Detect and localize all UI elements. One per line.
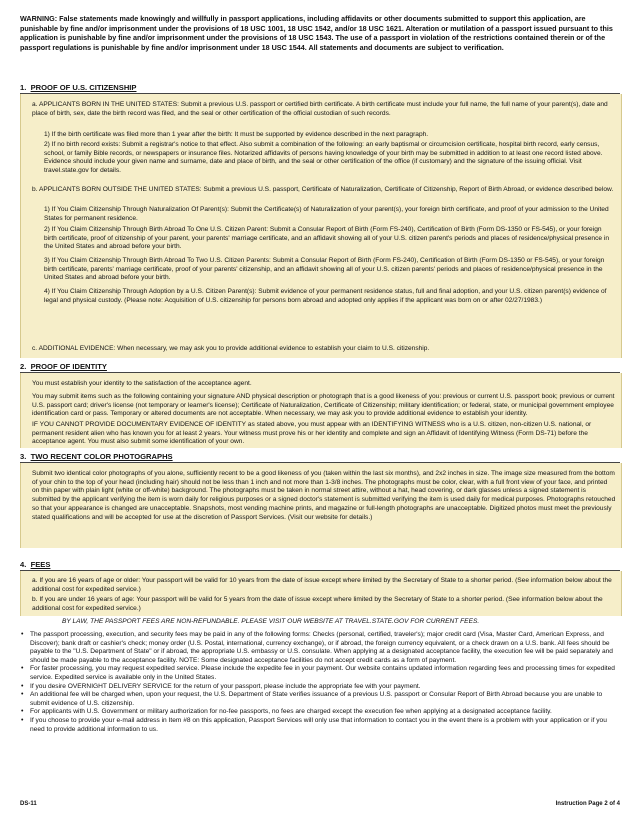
s1-item-a1: 1) If the birth certificate was filed more than 1 year after the birth: It must be supported by evidence described in the next paragraph. <box>44 131 429 138</box>
warning-text: WARNING: False statements made knowingly and willfully in passport applications, including affidavits or other documents submitted to support this application, are punishable by fine and/or imprisonment under the provisions of 18 USC 1001, 18 USC 1542, and/or 18 USC 1621. Alteration or mutilation of a passport issued pursuant to this application is punishable by fine and/or imprisonment under the provisions of 18 USC 1543. The use of a passport in violation of the restrictions contained therein or of the passport regulations is punishable by fine and/or imprisonment under 18 USC 1544. All statements and documents are subject to verification. <box>20 14 613 52</box>
s1-item-a2: 2) If no birth record exists: Submit a registrar's notice to that effect. Also submit a combination of the following: an early baptismal or circumcision certificate, hospital birth record, early census, school, or family Bible records, or newspapers or insurance files. Notarized affidavits of persons having knowledge of your birth may be submitted in addition to at least one record listed above. Evidence should include your given name and surname, date and place of birth, and the seal or other certification of the office (if customary) and the signature of the issuing official. Visit travel.state.gov for details. <box>44 141 603 175</box>
section-3-number: 3. <box>20 452 27 461</box>
s1-item-b1: 1) If You Claim Citizenship Through Naturalization Of Parent(s): Submit the Certificate(s) of Naturalization of your parent(s), your foreign birth certificate, and proof of your admission to the United States for permanent residence. <box>44 206 609 222</box>
bullet-text: For applicants with U.S. Government or military authorization for no-fee passports, no fees are charged except the execution fee when applying at a designated acceptance facility. <box>30 708 552 716</box>
bullet-text: If you choose to provide your e-mail address in Item #8 on this application, Passport Services will only use that information to contact you in the event there is a problem with your application or if you need to provide additional information to us. <box>30 716 607 733</box>
s4-item-b: b. If you are under 16 years of age: Your passport will be valid for 5 years from the date of issue except where limited by the Secretary of State to a shorter period. (See information below about the additional cost for expedited service.) <box>32 596 603 612</box>
section-3-heading <box>20 452 173 461</box>
bullet-icon: • <box>21 716 24 724</box>
bullet-text: If you desire OVERNIGHT DELIVERY SERVICE for the return of your passport, please include the appropriate fee with your payment. <box>30 682 421 690</box>
s1-paragraph-b: b. APPLICANTS BORN OUTSIDE THE UNITED STATES: Submit a previous U.S. passport, Certificate of Naturalization, Certificate of Citizenship, Report of Birth Abroad, or evidence described below. <box>32 186 614 193</box>
bullet-text: For faster processing, you may request expedited service. Please include the expedite fee in your payment. Our website contains updated information regarding fees and processing times for expedited service. Expedited service is available only in the United States. <box>30 665 615 681</box>
fees-nonrefundable-note: BY LAW, THE PASSPORT FEES ARE NON-REFUNDABLE. PLEASE VISIT OUR WEBSITE AT TRAVEL.STATE.GOV FOR CURRENT FEES. <box>62 618 480 625</box>
section-2-heading <box>20 362 107 371</box>
section-4-title: FEES <box>30 560 51 569</box>
s1-paragraph-a: a. APPLICANTS BORN IN THE UNITED STATES: Submit a previous U.S. passport or certified birth certificate. A birth certificate must include your full name, the full name of your parent(s), date and place of birth, sex, date the birth record was filed, and the seal or other certification of the official custodian of such records. <box>32 101 608 117</box>
section-3-title: TWO RECENT COLOR PHOTOGRAPHS <box>30 452 173 461</box>
s1-item-b3: 3) If You Claim Citizenship Through Birth Abroad To Two U.S. Citizen Parents: Submit a Consular Report of Birth (Form FS-240), Certification of Birth (Form DS-1350 or FS-545), or your foreign birth certificate, parents' marriage certificate, proof of your parents' citizenship, and an affidavit showing all of your U.S. citizen parents' periods and places of residence/physical presence in the United States and abroad before your birth. <box>44 257 605 282</box>
bullet-icon: • <box>21 682 24 690</box>
s3-paragraph: Submit two identical color photographs of you alone, sufficiently recent to be a good likeness of you (taken within the last six months), and 2x2 inches in size. The image size measured from the bottom of your chin to the top of your head (including hair) should not be less than 1 inch and not more than 1-3/8 inches. The photographs must be color, clear, with a full front view of your face, and printed on thin paper with plain light (white or off-white) background. The photographs must be taken in normal street attire, without a hat, head covering, or dark glasses unless a signed statement is submitted by the applicant verifying the item is worn daily for religious purposes or a signed doctor's statement is submitted verifying the item is used daily for medical purposes. Photographs retouched so that your appearance is changed are unacceptable. Snapshots, most vending machine prints, and magazine or full-length photographs are unacceptable. Digitized photos must meet the previously stated qualifications and will be accepted for use at the discretion of Passport Services. (Visit our website for details.) <box>32 470 616 521</box>
page-indicator: Instruction Page 2 of 4 <box>555 801 620 807</box>
s4-item-a: a. If you are 16 years of age or older: Your passport will be valid for 10 years from the date of issue except where limited by the Secretary of State to a shorter period. (See information below about the additional cost for expedited service.) <box>32 577 612 593</box>
section-4-number: 4. <box>20 560 27 569</box>
list-item <box>20 631 620 665</box>
section-1-title: PROOF OF U.S. CITIZENSHIP <box>30 83 137 92</box>
section-2-number: 2. <box>20 362 27 371</box>
section-4-heading <box>20 560 50 569</box>
s2-paragraph-2: You may submit items such as the following containing your signature AND physical description or photograph that is a good likeness of you: previous or current U.S. passport book; previous or current U.S. passport card; driver's license (not temporary or learner's license); Certificate of Naturalization, Certificate of Citizenship; military identification; or federal, state, or municipal government employee identification card or pass. Temporary or altered documents are not acceptable. When necessary, we may ask you to provide additional evidence to establish your identity. <box>32 393 615 418</box>
list-item <box>20 683 620 692</box>
s2-paragraph-1: You must establish your identity to the satisfaction of the acceptance agent. <box>32 380 252 387</box>
section-1-heading <box>20 83 136 92</box>
bullet-text: An additional fee will be charged when, upon your request, the U.S. Department of State verifies issuance of a previous U.S. passport or Consular Report of Birth Abroad because you are unable to submit evidence of U.S. citizenship. <box>30 691 603 707</box>
list-item <box>20 691 620 708</box>
bullet-text: The passport processing, execution, and security fees may be paid in any of the following forms: Checks (personal, certified, traveler's); major credit card (Visa, Master Card, American Express, and Discover); bank draft or cashier's check; money order (U.S. Postal, international, currency exchange), or if abroad, the foreign currency equivalent, or a check drawn on a U.S. bank. All fees should be payable to the "U.S. Department of State" or if abroad, the appropriate U.S. embassy or U.S. consulate. When applying at a designated acceptance facility, the execution fee will be paid separately and should be made payable to the acceptance facility. NOTE: Some designated acceptance facilities do not accept credit cards as a form of payment. <box>30 631 613 664</box>
list-item <box>20 717 620 734</box>
section-1-number: 1. <box>20 83 27 92</box>
form-number: DS-11 <box>20 801 37 807</box>
s2-paragraph-3: IF YOU CANNOT PROVIDE DOCUMENTARY EVIDENCE OF IDENTITY as stated above, you must appear with an IDENTIFYING WITNESS who is a U.S. citizen, non-citizen U.S. national, or permanent resident alien who has known you for at least 2 years. Your witness must prove his or her identity and complete and sign an Affidavit of Identifying Witness (Form DS-71) before the acceptance agent. You must also submit some identification of your own. <box>32 421 592 446</box>
bullet-icon: • <box>21 665 24 673</box>
list-item <box>20 665 620 682</box>
s1-item-b2: 2) If You Claim Citizenship Through Birth Abroad To One U.S. Citizen Parent: Submit a Consular Report of Birth (Form FS-240), Certification of Birth (Form DS-1350 or FS-545), or your foreign birth certificate, proof of citizenship of your parent, your parents' marriage certificate, and an affidavit showing all of your U.S. citizen parent's periods and places of residence/physical presence in the United States and abroad before your birth. <box>44 226 609 251</box>
bullet-icon: • <box>21 708 24 716</box>
s1-paragraph-c: c. ADDITIONAL EVIDENCE: When necessary, we may ask you to provide additional evidence to establish your claim to U.S. citizenship. <box>32 345 430 352</box>
fee-bullet-list <box>20 631 620 734</box>
bullet-icon: • <box>21 631 24 638</box>
bullet-icon: • <box>21 691 24 699</box>
s1-item-b4: 4) If You Claim Citizenship Through Adoption by a U.S. Citizen Parent(s): Submit evidence of your permanent residence status, full and final adoption, and your U.S. citizen parent(s) evidence of legal and physical custody. (Please note: Acquisition of U.S. citizenship for persons born abroad and adopted only applies if the applicant was born on or after 02/27/1983.) <box>44 288 607 304</box>
list-item <box>20 708 620 717</box>
section-2-title: PROOF OF IDENTITY <box>30 362 107 371</box>
